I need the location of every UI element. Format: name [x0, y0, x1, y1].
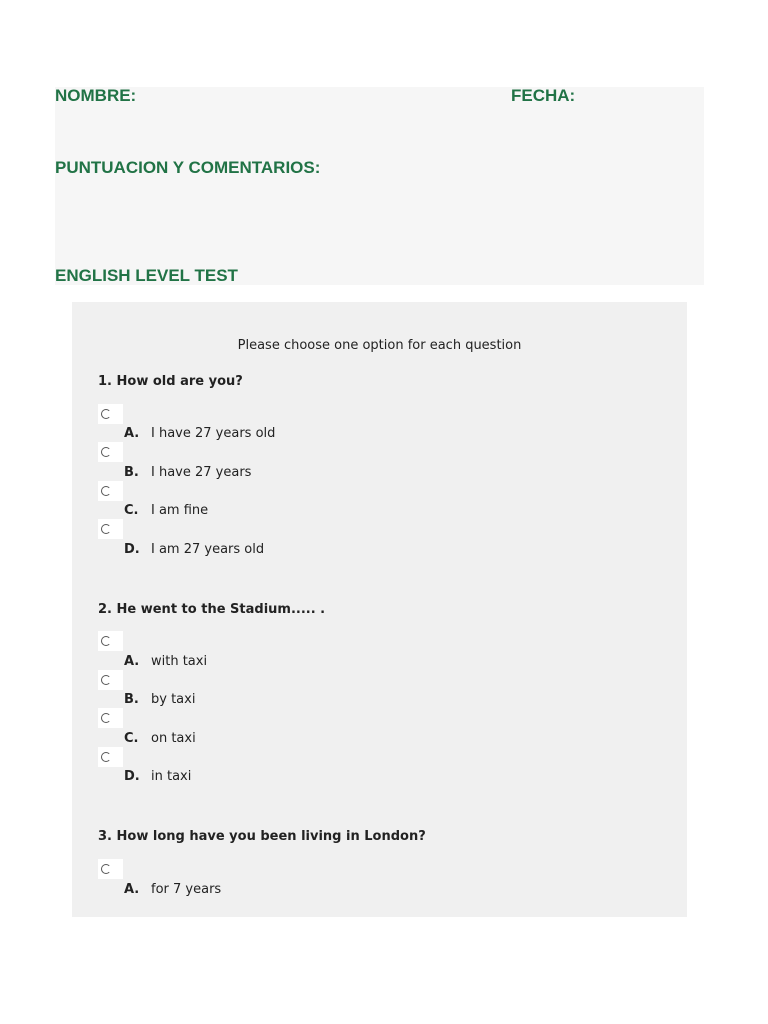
quiz-form — [72, 302, 687, 917]
radio-icon — [101, 409, 111, 419]
quiz-instruction: Please choose one option for each question — [237, 338, 522, 353]
option-q2-d: D. in taxi — [124, 769, 192, 784]
option-q3-a: A. for 7 years — [124, 882, 222, 897]
radio-q2-d[interactable] — [98, 747, 123, 767]
option-q1-c: C. I am fine — [124, 503, 209, 518]
option-q2-a: A. with taxi — [124, 654, 208, 669]
fecha-label: FECHA: — [511, 86, 576, 105]
test-title: ENGLISH LEVEL TEST — [55, 266, 238, 285]
radio-q2-b[interactable] — [98, 670, 123, 690]
radio-icon — [101, 864, 111, 874]
question-1: 1. How old are you? — [98, 374, 243, 389]
radio-icon — [101, 675, 111, 685]
nombre-label: NOMBRE: — [55, 86, 137, 105]
option-q1-a: A. I have 27 years old — [124, 426, 276, 441]
header-section — [55, 87, 704, 285]
radio-q1-d[interactable] — [98, 519, 123, 539]
radio-q1-b[interactable] — [98, 442, 123, 462]
radio-q2-c[interactable] — [98, 708, 123, 728]
question-3: 3. How long have you been living in London? — [98, 829, 426, 844]
option-q2-b: B. by taxi — [124, 692, 196, 707]
radio-q2-a[interactable] — [98, 631, 123, 651]
puntuacion-label: PUNTUACION Y COMENTARIOS: — [55, 158, 321, 177]
question-2: 2. He went to the Stadium..... . — [98, 602, 326, 617]
radio-icon — [101, 636, 111, 646]
radio-icon — [101, 486, 111, 496]
option-q1-b: B. I have 27 years — [124, 465, 252, 480]
radio-q3-a[interactable] — [98, 859, 123, 879]
radio-icon — [101, 447, 111, 457]
radio-icon — [101, 713, 111, 723]
option-q1-d: D. I am 27 years old — [124, 542, 265, 557]
radio-icon — [101, 752, 111, 762]
option-q2-c: C. on taxi — [124, 731, 196, 746]
radio-q1-a[interactable] — [98, 404, 123, 424]
radio-q1-c[interactable] — [98, 481, 123, 501]
radio-icon — [101, 524, 111, 534]
